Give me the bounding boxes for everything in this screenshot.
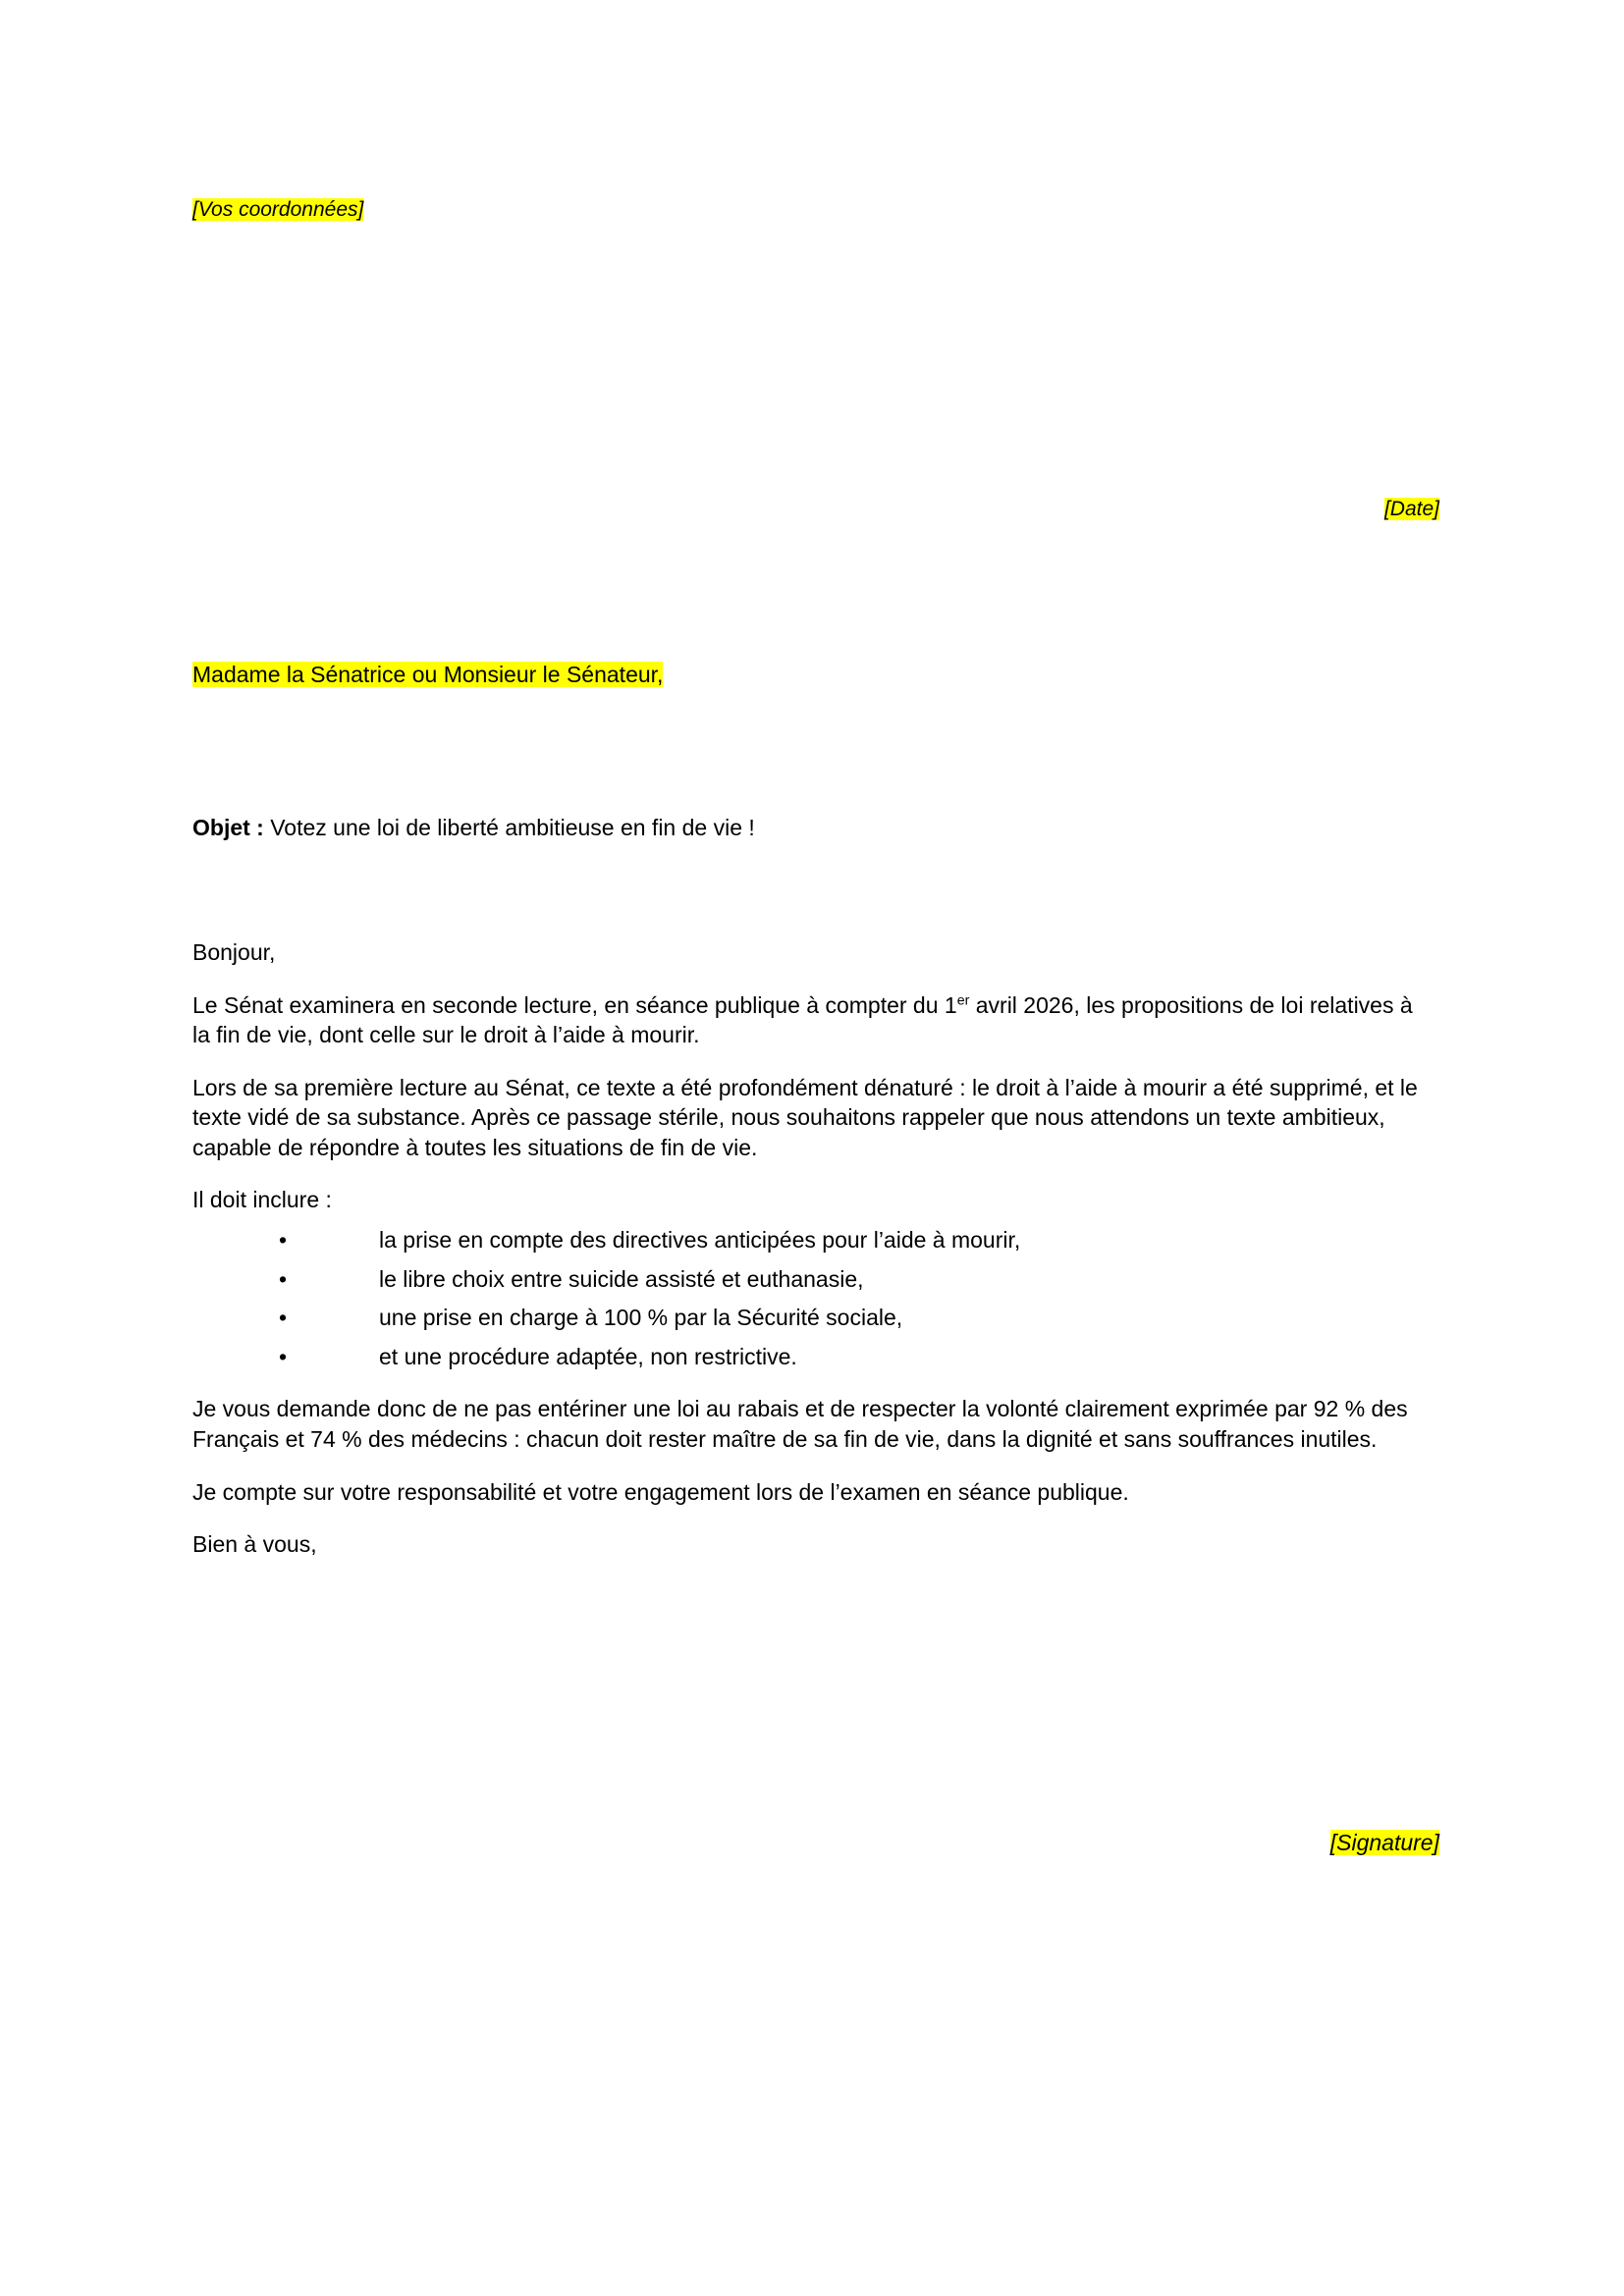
salutation-text: Madame la Sénatrice ou Monsieur le Sénateur,: [192, 662, 664, 687]
list-item: [192, 1264, 1432, 1295]
letter-content: [192, 0, 1439, 2296]
ordinal-superscript: er: [956, 991, 970, 1008]
paragraph-first-reading-schedule: [192, 990, 1432, 1050]
list-intro: Il doit inclure :: [192, 1187, 332, 1213]
signature-text: [Signature]: [1329, 1830, 1439, 1855]
bullet-icon: •: [279, 1305, 288, 1331]
list-item: [192, 1342, 1432, 1372]
subject-text: Votez une loi de liberté ambitieuse en fin de vie !: [263, 815, 755, 840]
bullet-icon: •: [279, 1265, 288, 1292]
sender-address-placeholder: [192, 196, 363, 223]
list-item-label: et une procédure adaptée, non restrictive.: [379, 1343, 797, 1369]
list-item-label: la prise en compte des directives anticipées pour l’aide à mourir,: [379, 1227, 1021, 1254]
paragraph-text-denatured: Lors de sa première lecture au Sénat, ce texte a été profondément dénaturé : le droit à l’aide à mourir a été supprimé, et le texte vidé de sa substance. Après ce passage stérile, nous souhaitons rappeler que nous attendons un texte ambitieux, capable de répondre à toutes les situations de fin de vie.: [192, 1074, 1418, 1160]
paragraph-demand: Je vous demande donc de ne pas entériner une loi au rabais et de respecter la volonté clairement exprimée par 92 % des Français et 74 % des médecins : chacun doit rester maître de sa fin de vie, dans la dignité et sans souffrances inutiles.: [192, 1396, 1408, 1452]
salutation: [192, 660, 663, 690]
subject-label: Objet :: [192, 815, 264, 840]
list-item-label: le libre choix entre suicide assisté et euthanasie,: [379, 1265, 864, 1292]
paragraph-1-part-2: avril 2026, les propositions de loi relatives à la fin de vie, dont celle sur le droit à l’aide à mourir.: [192, 991, 1413, 1048]
list-item-label: une prise en charge à 100 % par la Sécurité sociale,: [379, 1305, 903, 1331]
date-placeholder: [1384, 496, 1439, 522]
greeting-paragraph: Bonjour,: [192, 939, 276, 965]
closing-paragraph: Bien à vous,: [192, 1531, 317, 1558]
date-text: [Date]: [1383, 498, 1439, 520]
subject-line: [192, 813, 755, 843]
list-item: [192, 1225, 1432, 1255]
sender-address-text: [Vos coordonnées]: [192, 198, 364, 221]
list-item: [192, 1303, 1432, 1333]
letter-body: [192, 937, 1432, 1582]
signature-placeholder: [1330, 1829, 1439, 1858]
bullet-icon: •: [279, 1343, 288, 1369]
paragraph-1-part-1: Le Sénat examinera en seconde lecture, en séance publique à compter du 1: [192, 991, 957, 1018]
paragraph-responsibility: Je compte sur votre responsabilité et votre engagement lors de l’examen en séance publique.: [192, 1478, 1129, 1505]
requirements-list: [192, 1225, 1432, 1371]
bullet-icon: •: [279, 1227, 288, 1254]
